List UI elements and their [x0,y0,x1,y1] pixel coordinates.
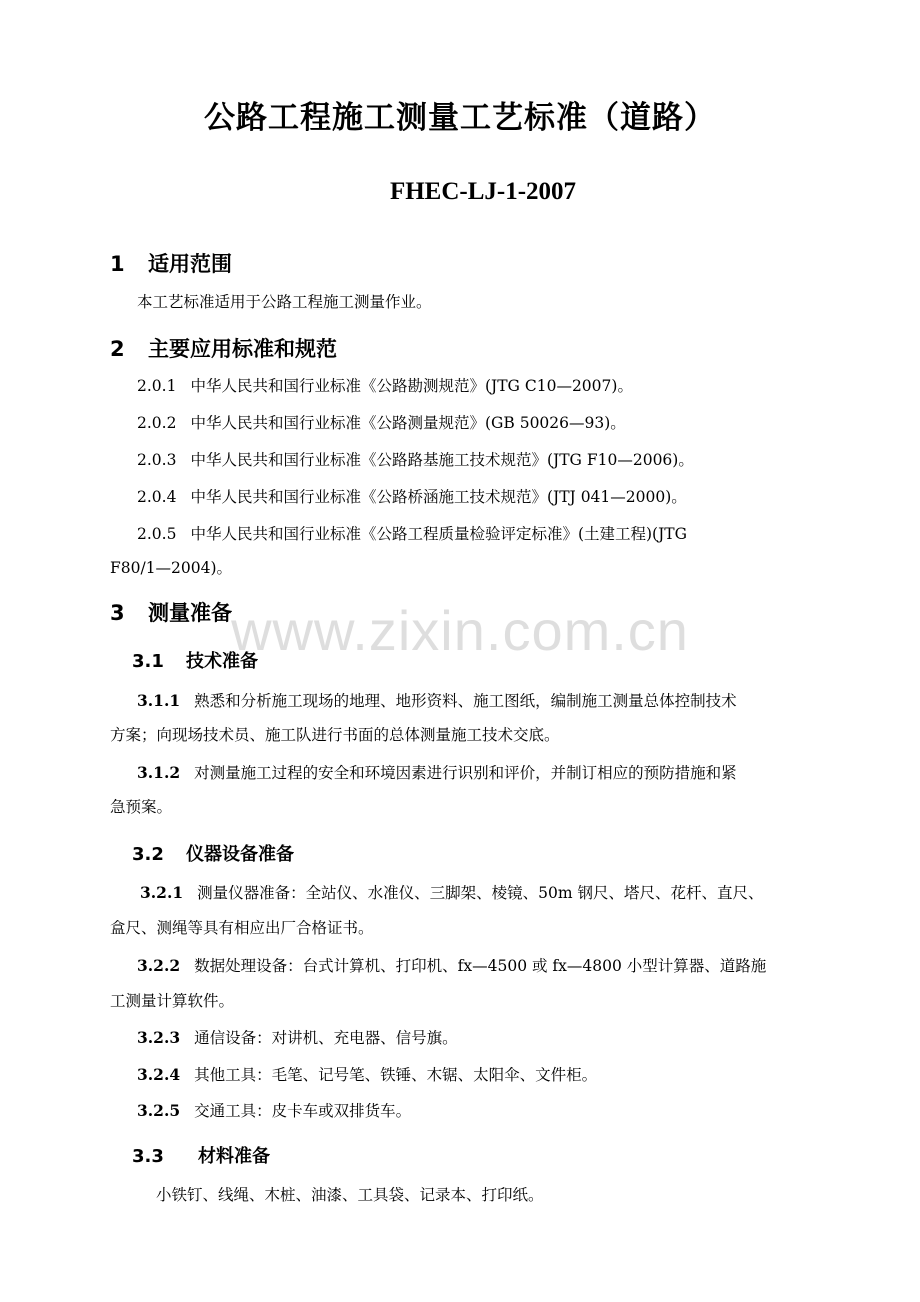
subsection-title: 仪器设备准备 [186,844,294,865]
section-2-heading [110,333,337,363]
clause-text: 中华人民共和国行业标准《公路路基施工技术规范》(JTG F10—2006)。 [190,451,694,469]
clause-3-2-2-continuation: 工测量计算软件。 [110,992,235,1010]
clause-number: 3.2.1 [140,883,184,902]
clause-3-2-4 [137,1058,597,1092]
section-number: 3 [110,601,125,625]
subsection-3-3-text: 小铁钉、线绳、木桩、油漆、工具袋、记录本、打印纸。 [156,1186,544,1204]
clause-text: 通信设备：对讲机、充电器、信号旗。 [194,1029,458,1047]
clause-text: 数据处理设备：台式计算机、打印机、fx—4500 或 fx—4800 小型计算器、道路施 [194,957,767,975]
section-title: 适用范围 [148,252,232,276]
clause-2-0-1 [137,369,633,403]
clause-3-1-2-continuation: 急预案。 [110,798,173,816]
clause-2-0-2 [137,406,626,440]
clause-2-0-5 [137,517,687,551]
subsection-3-3-heading [132,1142,270,1168]
clause-number: 3.2.3 [137,1028,181,1047]
subsection-title: 材料准备 [198,1146,270,1167]
clause-text: 中华人民共和国行业标准《公路勘测规范》(JTG C10—2007)。 [190,377,633,395]
clause-number: 2.0.5 [137,525,177,543]
subsection-title: 技术准备 [186,651,258,672]
clause-3-2-1-continuation: 盒尺、测绳等具有相应出厂合格证书。 [110,919,374,937]
clause-text: 中华人民共和国行业标准《公路桥涵施工技术规范》(JTJ 041—2000)。 [190,488,687,506]
clause-number: 2.0.3 [137,451,177,469]
clause-text: 测量仪器准备：全站仪、水准仪、三脚架、棱镜、50m 钢尺、塔尺、花杆、直尺、 [197,884,764,902]
clause-number: 3.2.2 [137,956,181,975]
clause-number: 2.0.2 [137,414,177,432]
section-number: 1 [110,252,125,276]
section-1-text: 本工艺标准适用于公路工程施工测量作业。 [137,293,432,311]
clause-text: 其他工具：毛笔、记号笔、铁锤、木锯、太阳伞、文件柜。 [194,1066,598,1084]
subsection-number: 3.3 [132,1146,164,1167]
clause-3-2-1 [140,876,764,910]
subsection-3-1-heading [132,647,258,673]
clause-2-0-4 [137,480,687,514]
subsection-3-2-heading [132,840,294,866]
section-3-heading [110,597,232,627]
document-code: FHEC-LJ-1-2007 [389,178,577,205]
section-title: 测量准备 [148,601,232,625]
clause-number: 2.0.1 [137,377,177,395]
document-title: 公路工程施工测量工艺标准（道路） [204,100,716,136]
clause-number: 3.2.4 [137,1065,181,1084]
clause-3-2-5 [137,1094,411,1128]
subsection-number: 3.2 [132,844,164,865]
clause-3-2-2 [137,949,766,983]
clause-text: 中华人民共和国行业标准《公路测量规范》(GB 50026—93)。 [190,414,626,432]
subsection-number: 3.1 [132,651,164,672]
clause-text: 中华人民共和国行业标准《公路工程质量检验评定标准》(土建工程)(JTG [190,525,688,543]
watermark: www.zixin.com.cn [231,599,689,662]
clause-text: 对测量施工过程的安全和环境因素进行识别和评价，并制订相应的预防措施和紧 [194,764,737,782]
clause-number: 2.0.4 [137,488,177,506]
clause-text: 熟悉和分析施工现场的地理、地形资料、施工图纸，编制施工测量总体控制技术 [194,692,737,710]
clause-number: 3.1.1 [137,691,181,710]
clause-3-1-2 [137,756,737,790]
section-title: 主要应用标准和规范 [148,337,337,361]
clause-2-0-5-continuation: F80/1—2004)。 [110,559,233,577]
clause-3-1-1-continuation: 方案；向现场技术员、施工队进行书面的总体测量施工技术交底。 [110,726,560,744]
clause-number: 3.2.5 [137,1101,181,1120]
clause-2-0-3 [137,443,694,477]
clause-text: 交通工具：皮卡车或双排货车。 [194,1102,412,1120]
clause-3-1-1 [137,684,737,718]
clause-number: 3.1.2 [137,763,181,782]
section-1-heading [110,248,232,278]
section-number: 2 [110,337,125,361]
clause-3-2-3 [137,1021,458,1055]
